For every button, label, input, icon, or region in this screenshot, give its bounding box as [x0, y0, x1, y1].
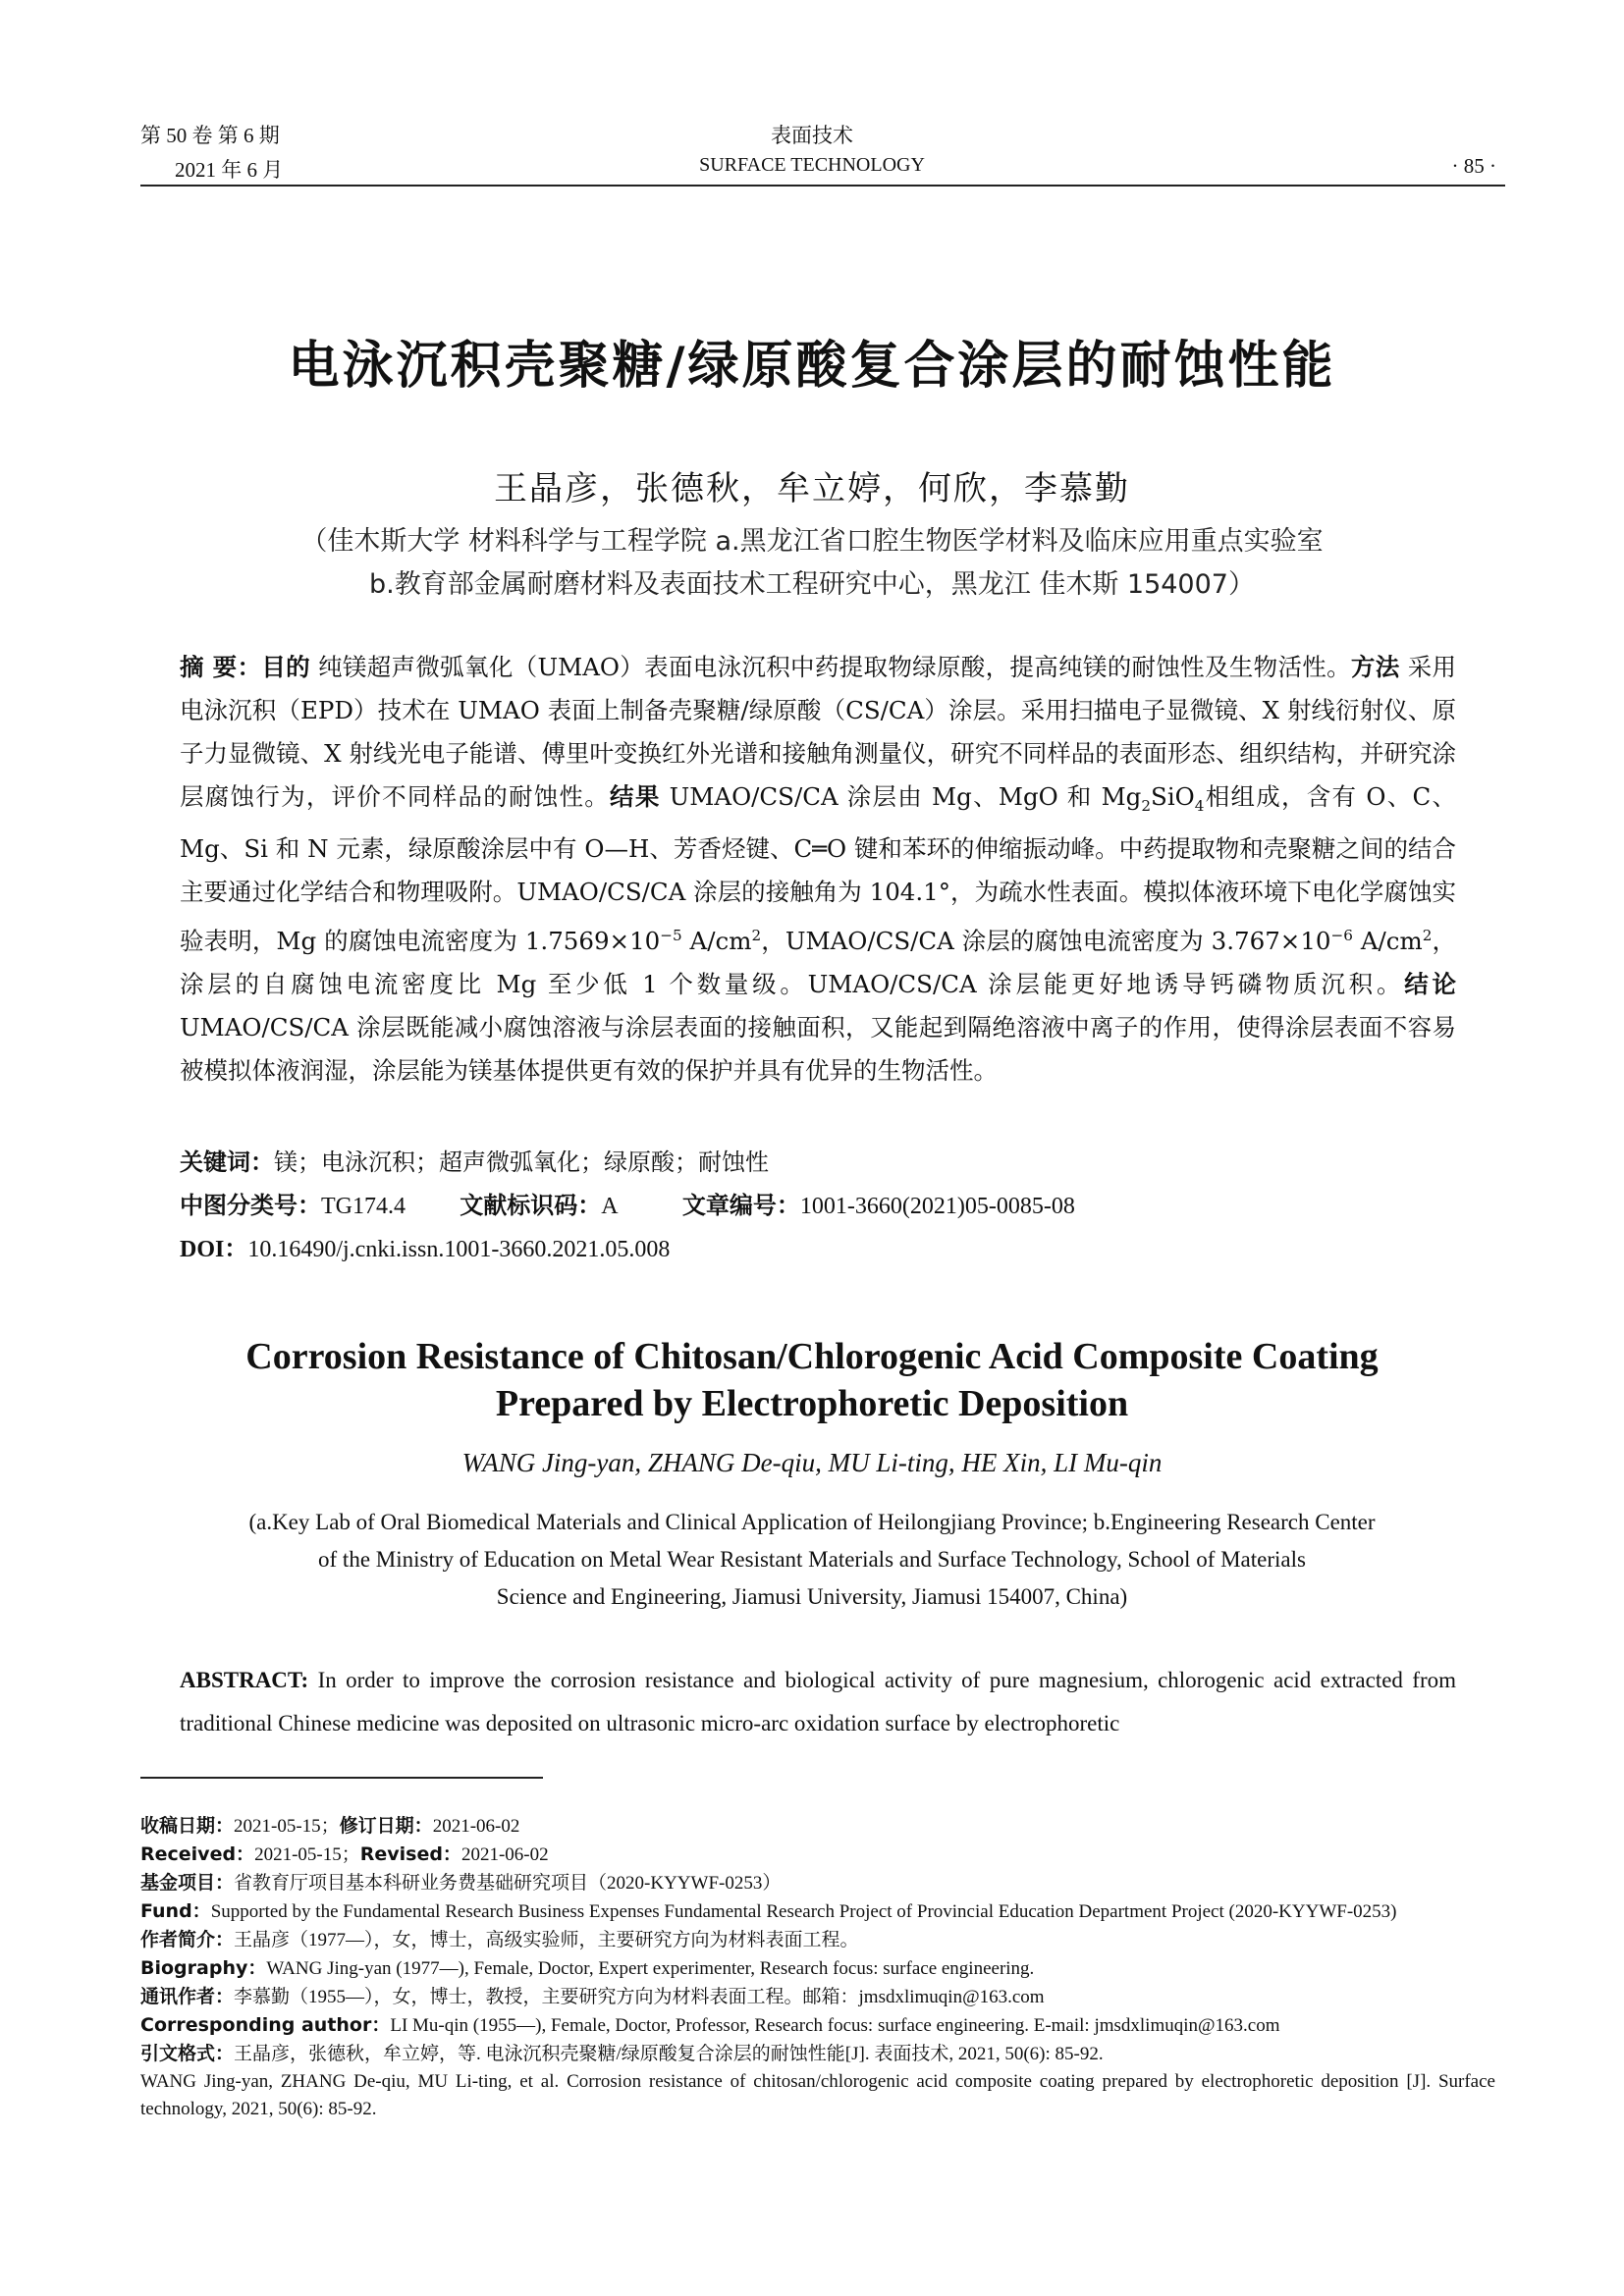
sq-1: 2 — [751, 926, 762, 944]
result-text-c: 相组成，含有 O、C、Mg、Si 和 N 元素，绿原酸涂层中有 O—H、芳香烃键、C═O 键和苯环的伸缩振动峰。中药提取物和壳聚糖之间的结合主要通过化学结合和物理吸附。UMAO/CS/CA 涂层的接触角为 104.1°，为疏水性表面。模拟体液环境下电化学腐蚀实验表明，Mg 的腐蚀电流密度为 1.7569×10 — [180, 782, 1456, 956]
affiliation-cn-line2: b.教育部金属耐磨材料及表面技术工程研究中心，黑龙江 佳木斯 154007） — [369, 569, 1255, 600]
title-en — [0, 1333, 1624, 1427]
affiliation-en-line3: Science and Engineering, Jiamusi University, Jiamusi 154007, China) — [496, 1584, 1128, 1609]
exp-6: −6 — [1330, 926, 1353, 944]
doi-label: DOI： — [180, 1237, 248, 1262]
abstract-cn — [180, 646, 1456, 1093]
title-en-line1: Corrosion Resistance of Chitosan/Chlorogenic Acid Composite Coating — [245, 1336, 1379, 1377]
corresponding-author-en: Corresponding author：LI Mu-qin (1955—), Female, Doctor, Professor, Research focus: surface engineering. E-mail: jmsdxlimuqin@163.com — [140, 2014, 1280, 2036]
authors-en: WANG Jing-yan, ZHANG De-qiu, MU Li-ting, HE Xin, LI Mu-qin — [461, 1448, 1163, 1477]
sub-4: 4 — [1194, 796, 1205, 815]
purpose-label: 目的 — [261, 653, 310, 681]
doc-code-value: A — [601, 1194, 619, 1219]
header-rule — [140, 185, 1505, 187]
doc-code-label: 文献标识码： — [460, 1192, 602, 1219]
result-text-f: A/cm — [1360, 927, 1423, 956]
fund-en: Fund：Supported by the Fundamental Research Business Expenses Fundamental Research Project of Provincial Education Department Project (2020-KYYWF-0253) — [140, 1900, 1397, 1922]
doi-value: 10.16490/j.cnki.issn.1001-3660.2021.05.008 — [247, 1237, 671, 1262]
citation-cn: 引文格式：王晶彦，张德秋，牟立婷，等. 电泳沉积壳聚糖/绿原酸复合涂层的耐蚀性能[J]. 表面技术, 2021, 50(6): 85-92. — [140, 2043, 1104, 2064]
doi — [180, 1227, 1456, 1271]
clc-label: 中图分类号： — [180, 1192, 321, 1219]
article-number-label: 文章编号： — [681, 1192, 800, 1219]
title-cn: 电泳沉积壳聚糖/绿原酸复合涂层的耐蚀性能 — [288, 337, 1336, 396]
purpose-text: 纯镁超声微弧氧化（UMAO）表面电泳沉积中药提取物绿原酸，提高纯镁的耐蚀性及生物活性。 — [318, 653, 1351, 681]
keywords-text: 镁；电泳沉积；超声微弧氧化；绿原酸；耐蚀性 — [274, 1148, 769, 1176]
sub-2: 2 — [1141, 796, 1152, 815]
clc-value: TG174.4 — [321, 1194, 406, 1219]
authors-cn: 王晶彦，张德秋，牟立婷，何欣，李慕勤 — [494, 469, 1130, 508]
received-cn: 收稿日期：2021-05-15；修订日期：2021-06-02 — [140, 1815, 520, 1837]
method-label: 方法 — [1350, 653, 1400, 681]
result-text-e: ，UMAO/CS/CA 涂层的腐蚀电流密度为 3.767×10 — [761, 927, 1331, 956]
affiliation-cn-line1: （佳木斯大学 材料科学与工程学院 a.黑龙江省口腔生物医学材料及临床应用重点实验室 — [300, 526, 1324, 557]
result-text-b: SiO — [1151, 782, 1195, 811]
exp-5: −5 — [660, 926, 682, 944]
footnotes — [140, 1812, 1495, 2123]
fund-cn: 基金项目：省教育厅项目基本科研业务费基础研究项目（2020-KYYWF-0253） — [140, 1872, 782, 1894]
result-text-d: A/cm — [689, 927, 752, 956]
abstract-cn-label: 摘 要： — [180, 653, 262, 681]
keywords — [180, 1141, 1456, 1184]
header-journal-cn: 表面技术 — [771, 124, 853, 147]
affiliation-cn — [0, 520, 1624, 607]
affiliation-en-line2: of the Ministry of Education on Metal Wear Resistant Materials and Surface Technology, School of Materials — [318, 1547, 1306, 1572]
title-en-line2: Prepared by Electrophoretic Deposition — [495, 1383, 1129, 1424]
conclusion-label: 结论 — [1404, 970, 1456, 999]
header-volume: 第 50 卷 第 6 期 — [140, 124, 280, 147]
result-label: 结果 — [610, 782, 661, 811]
result-text-a: UMAO/CS/CA 涂层由 Mg、MgO 和 Mg — [669, 782, 1142, 811]
abstract-en-label: ABSTRACT: — [180, 1668, 309, 1692]
header-date: 2021 年 6 月 — [175, 158, 284, 182]
biography-cn: 作者简介：王晶彦（1977—），女，博士，高级实验师，主要研究方向为材料表面工程。 — [140, 1929, 859, 1950]
affiliation-en-line1: (a.Key Lab of Oral Biomedical Materials and Clinical Application of Heilongjiang Province; b.Engineering Research Center — [248, 1510, 1376, 1534]
corresponding-author-cn: 通讯作者：李慕勤（1955—），女，博士，教授，主要研究方向为材料表面工程。邮箱：jmsdxlimuqin@163.com — [140, 1986, 1045, 2007]
received-en: Received：2021-05-15；Revised：2021-06-02 — [140, 1843, 549, 1865]
conclusion-text: UMAO/CS/CA 涂层既能减小腐蚀溶液与涂层表面的接触面积，又能起到隔绝溶液中离子的作用，使得涂层表面不容易被模拟体液润湿，涂层能为镁基体提供更有效的保护并具有优异的生物活性。 — [180, 1013, 1456, 1086]
header-page-number: · 85 · — [1451, 154, 1496, 178]
header-journal-en: SURFACE TECHNOLOGY — [699, 154, 925, 176]
citation-en: WANG Jing-yan, ZHANG De-qiu, MU Li-ting, et al. Corrosion resistance of chitosan/chlorogenic acid composite coating prepared by electrophoretic deposition [J]. Surface technology, 2021, 50(6): 85-92. — [140, 2071, 1495, 2119]
abstract-en-text: In order to improve the corrosion resistance and biological activity of pure magnesium, chlorogenic acid extracted from traditional Chinese medicine was deposited on ultrasonic micro-arc oxidation surface by electrophoretic — [180, 1668, 1456, 1735]
footnote-rule — [140, 1777, 543, 1779]
result-text-g: ，涂层的自腐蚀电流密度比 Mg 至少低 1 个数量级。UMAO/CS/CA 涂层能更好地诱导钙磷物质沉积。 — [180, 927, 1456, 999]
sq-2: 2 — [1422, 926, 1433, 944]
classification — [180, 1184, 1456, 1228]
biography-en: Biography：WANG Jing-yan (1977—), Female, Doctor, Expert experimenter, Research focus: surface engineering. — [140, 1957, 1035, 1979]
article-number-value: 1001-3660(2021)05-0085-08 — [799, 1194, 1075, 1219]
abstract-en — [180, 1659, 1456, 1745]
method-text: 采用电泳沉积（EPD）技术在 UMAO 表面上制备壳聚糖/绿原酸（CS/CA）涂层。采用扫描电子显微镜、X 射线衍射仪、原子力显微镜、X 射线光电子能谱、傅里叶变换红外光谱和接触角测量仪，研究不同样品的表面形态、组织结构，并研究涂层腐蚀行为，评价不同样品的耐蚀性。 — [180, 653, 1457, 811]
keywords-label: 关键词： — [180, 1148, 274, 1176]
affiliation-en — [0, 1504, 1624, 1616]
